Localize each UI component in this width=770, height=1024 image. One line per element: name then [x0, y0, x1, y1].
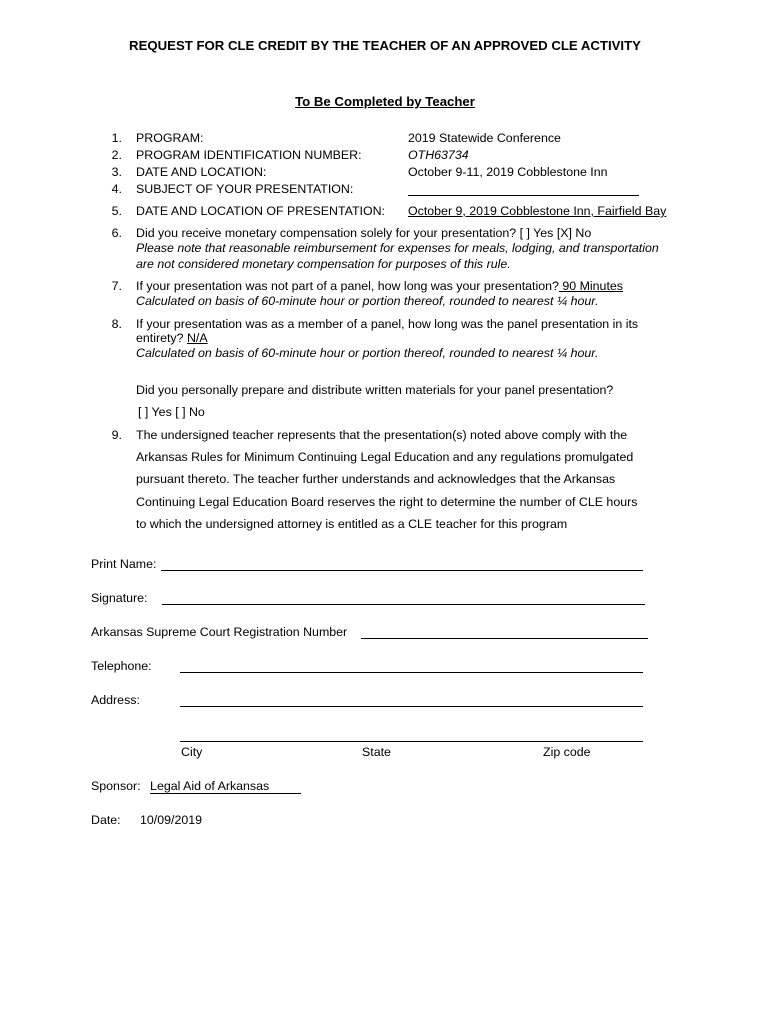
subject-label: SUBJECT OF YOUR PRESENTATION: [136, 182, 354, 196]
certification-text: to which the undersigned attorney is entitled as a CLE teacher for this program [136, 517, 568, 531]
item-number: 4. [111, 182, 122, 196]
certification-text: Continuing Legal Education Board reserves the right to determine the number of CLE hours [136, 495, 638, 509]
zip-label: Zip code [543, 745, 591, 759]
item-number: 5. [111, 204, 122, 218]
item-number: 7. [111, 279, 122, 293]
program-value: 2019 Statewide Conference [408, 131, 561, 145]
signature-label: Signature: [91, 591, 148, 605]
telephone-field[interactable] [180, 672, 643, 673]
presentation-date-label: DATE AND LOCATION OF PRESENTATION: [136, 204, 385, 218]
duration-note: Calculated on basis of 60-minute hour or portion thereof, rounded to nearest ¼ hour. [136, 294, 599, 308]
compensation-note: Please note that reasonable reimbursement for expenses for meals, lodging, and transportation [136, 241, 659, 255]
date-location-label: DATE AND LOCATION: [136, 165, 267, 179]
panel-question: If your presentation was as a member of a panel, how long was the panel presentation in its [136, 317, 639, 331]
telephone-label: Telephone: [91, 659, 152, 673]
print-name-field[interactable] [161, 570, 643, 571]
address-label: Address: [91, 693, 140, 707]
compensation-note: are not considered monetary compensation for purposes of this rule. [136, 257, 511, 271]
item-number: 2. [111, 148, 122, 162]
program-id-label: PROGRAM IDENTIFICATION NUMBER: [136, 148, 362, 162]
print-name-label: Print Name: [91, 557, 157, 571]
date-value: 10/09/2019 [140, 813, 203, 827]
address-field[interactable] [180, 706, 643, 707]
panel-question-text: entirety? [136, 331, 184, 345]
item-number: 3. [111, 165, 122, 179]
item-number: 6. [111, 226, 122, 240]
panel-note: Calculated on basis of 60-minute hour or portion thereof, rounded to nearest ¼ hour. [136, 346, 599, 360]
panel-answer: N/A [186, 331, 208, 345]
program-label: PROGRAM: [136, 131, 204, 145]
sponsor-line [91, 779, 301, 794]
certification-text: pursuant thereto. The teacher further understands and acknowledges that the Arkansas [136, 472, 616, 486]
form-subtitle: To Be Completed by Teacher [295, 94, 475, 109]
subject-field[interactable] [408, 195, 639, 196]
date-location-value: October 9-11, 2019 Cobblestone Inn [408, 165, 608, 179]
compensation-question: Did you receive monetary compensation solely for your presentation? [ ] Yes [X] No [136, 226, 592, 240]
program-id-value: OTH63734 [408, 148, 469, 162]
certification-text: The undersigned teacher represents that the presentation(s) noted above comply with the [136, 428, 628, 442]
certification-text: Arkansas Rules for Minimum Continuing Legal Education and any regulations promulgated [136, 450, 634, 464]
address-line-2-field[interactable] [180, 741, 643, 742]
duration-question [136, 279, 623, 293]
city-label: City [181, 745, 203, 759]
duration-question-text: If your presentation was not part of a panel, how long was your presentation? [136, 279, 559, 293]
item-number: 8. [111, 317, 122, 331]
form-title: REQUEST FOR CLE CREDIT BY THE TEACHER OF AN APPROVED CLE ACTIVITY [129, 38, 641, 53]
materials-options: [ ] Yes [ ] No [138, 405, 205, 419]
materials-question: Did you personally prepare and distribute written materials for your panel presentation? [136, 383, 614, 397]
panel-question-cont [136, 331, 208, 345]
registration-field[interactable] [361, 638, 648, 639]
duration-answer: 90 Minutes [558, 279, 623, 293]
state-label: State [362, 745, 391, 759]
signature-field[interactable] [162, 604, 645, 605]
sponsor-label: Sponsor: [91, 779, 141, 793]
item-number: 9. [111, 428, 122, 442]
date-label: Date: [91, 813, 121, 827]
presentation-date-value: October 9, 2019 Cobblestone Inn, Fairfield Bay [408, 204, 667, 218]
sponsor-value: Legal Aid of Arkansas [150, 780, 301, 794]
registration-label: Arkansas Supreme Court Registration Number [91, 625, 348, 639]
item-number: 1. [111, 131, 122, 145]
